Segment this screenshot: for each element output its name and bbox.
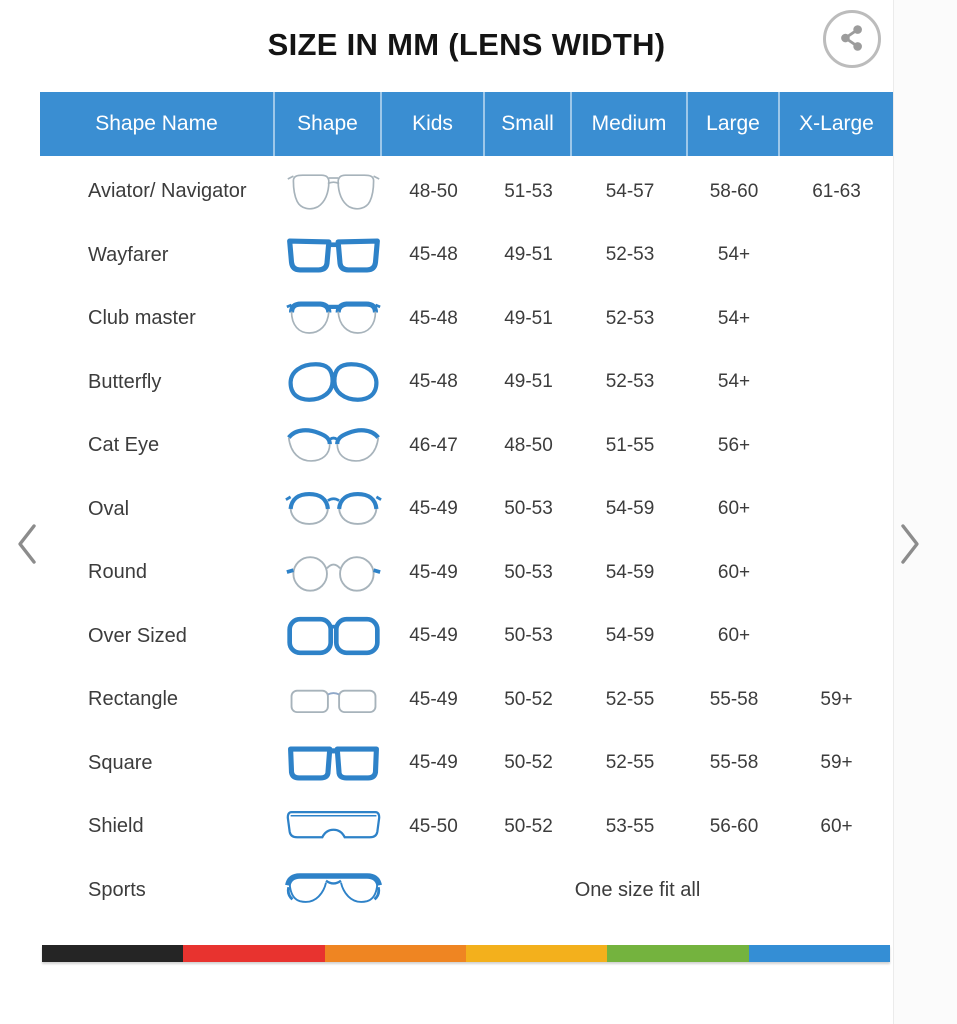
size-cell: 60+ — [717, 498, 751, 520]
shape-name-cell: Aviator/ Navigator — [88, 180, 247, 203]
size-cell: 50-52 — [504, 752, 553, 774]
prev-arrow-button[interactable] — [13, 521, 41, 569]
sports-glasses-icon — [275, 868, 382, 912]
size-cell: 50-53 — [504, 498, 553, 520]
shape-name-cell: Sports — [88, 878, 146, 901]
column-header-medium: Medium — [572, 92, 688, 156]
size-cell: 45-48 — [409, 371, 458, 393]
size-cell: 45-49 — [409, 561, 458, 583]
page-title: SIZE IN MM (LENS WIDTH) — [267, 27, 666, 62]
size-cell: 48-50 — [504, 434, 553, 456]
table-row-over-sized — [40, 605, 893, 669]
chevron-right-icon — [898, 522, 922, 569]
size-cell: 54-59 — [605, 561, 655, 583]
one-size-cell: One size fit all — [574, 878, 701, 901]
table-row-club-master — [40, 287, 893, 351]
size-cell: 46-47 — [409, 434, 458, 456]
size-cell: 54+ — [717, 244, 751, 266]
size-cell: 51-53 — [504, 180, 553, 202]
shape-name-cell: Round — [88, 561, 147, 584]
table-row-sports — [40, 859, 893, 923]
table-row-square — [40, 732, 893, 796]
size-cell: 45-49 — [409, 752, 458, 774]
oval-glasses-icon — [275, 487, 382, 531]
column-header-x-large: X-Large — [799, 112, 874, 135]
shape-name-cell: Butterfly — [88, 370, 162, 393]
table-header — [40, 92, 893, 156]
size-cell: 48-50 — [409, 180, 458, 202]
table-row-cat-eye — [40, 414, 893, 478]
clubmaster-glasses-icon — [275, 297, 382, 341]
table-row-butterfly — [40, 351, 893, 415]
bar-segment-5 — [749, 945, 890, 962]
column-header-shape: Shape — [275, 92, 382, 156]
table-row-oval — [40, 478, 893, 542]
share-button[interactable] — [823, 10, 881, 68]
table-body — [40, 160, 893, 922]
shape-name-cell: Rectangle — [88, 688, 179, 711]
shape-name-cell: Shield — [88, 815, 144, 838]
shape-name-cell: Wayfarer — [88, 243, 169, 266]
table-row-shield — [40, 795, 893, 859]
size-cell: 56+ — [717, 434, 751, 456]
size-cell: 55-58 — [709, 752, 759, 774]
share-icon — [837, 23, 867, 56]
size-cell: 60+ — [717, 625, 751, 647]
size-cell: 59+ — [820, 688, 853, 710]
bar-segment-2 — [325, 945, 466, 962]
size-cell: 53-55 — [605, 815, 655, 837]
size-cell: 45-49 — [409, 625, 458, 647]
next-arrow-button[interactable] — [896, 521, 924, 569]
size-cell: 50-52 — [504, 688, 553, 710]
size-cell: 59+ — [820, 752, 853, 774]
table-row-round — [40, 541, 893, 605]
cateye-glasses-icon — [275, 424, 382, 468]
size-cell: 58-60 — [709, 180, 759, 202]
size-cell: 54+ — [717, 371, 751, 393]
butterfly-glasses-icon — [275, 360, 382, 404]
bar-segment-4 — [607, 945, 748, 962]
shape-name-cell: Oval — [88, 497, 130, 520]
size-cell: 52-53 — [605, 244, 655, 266]
size-cell: 60+ — [717, 561, 751, 583]
column-header-shape-name: Shape Name — [40, 92, 275, 156]
table-row-wayfarer — [40, 224, 893, 288]
size-cell: 52-53 — [605, 307, 655, 329]
bar-segment-0 — [42, 945, 183, 962]
column-header-small: Small — [485, 92, 572, 156]
square-glasses-icon — [275, 741, 382, 785]
shape-name-cell: Club master — [88, 307, 196, 330]
size-cell: 49-51 — [504, 307, 553, 329]
shield-glasses-icon — [275, 805, 382, 849]
size-cell: 54+ — [717, 307, 751, 329]
page-right-margin — [893, 0, 957, 1024]
size-cell: 45-48 — [409, 307, 458, 329]
chevron-left-icon — [15, 522, 39, 569]
size-cell: 45-49 — [409, 498, 458, 520]
wayfarer-glasses-icon — [275, 233, 382, 277]
size-cell: 50-53 — [504, 625, 553, 647]
size-cell: 51-55 — [605, 434, 655, 456]
size-cell: 54-57 — [605, 180, 655, 202]
size-cell: 55-58 — [709, 688, 759, 710]
size-cell: 50-53 — [504, 561, 553, 583]
round-glasses-icon — [275, 551, 382, 595]
rainbow-divider-bar — [42, 945, 890, 962]
size-cell: 49-51 — [504, 244, 553, 266]
size-cell: 61-63 — [812, 180, 861, 202]
size-cell: 54-59 — [605, 498, 655, 520]
shape-name-cell: Over Sized — [88, 624, 187, 647]
aviator-glasses-icon — [275, 170, 382, 214]
size-cell: 45-48 — [409, 244, 458, 266]
shape-name-cell: Square — [88, 751, 153, 774]
table-row-aviator-navigator — [40, 160, 893, 224]
size-cell: 45-49 — [409, 688, 458, 710]
column-header-kids: Kids — [382, 92, 485, 156]
size-cell: 45-50 — [409, 815, 458, 837]
size-cell: 52-55 — [605, 752, 655, 774]
shape-name-cell: Cat Eye — [88, 434, 160, 457]
size-cell: 49-51 — [504, 371, 553, 393]
size-cell: 50-52 — [504, 815, 553, 837]
oversized-glasses-icon — [275, 614, 382, 658]
size-cell: 52-55 — [605, 688, 655, 710]
size-cell: 52-53 — [605, 371, 655, 393]
bar-segment-1 — [183, 945, 324, 962]
table-row-rectangle — [40, 668, 893, 732]
rectangle-glasses-icon — [275, 678, 382, 722]
size-cell: 56-60 — [709, 815, 759, 837]
column-header-large: Large — [688, 92, 780, 156]
bar-segment-3 — [466, 945, 607, 962]
size-cell: 60+ — [820, 815, 853, 837]
size-cell: 54-59 — [605, 625, 655, 647]
